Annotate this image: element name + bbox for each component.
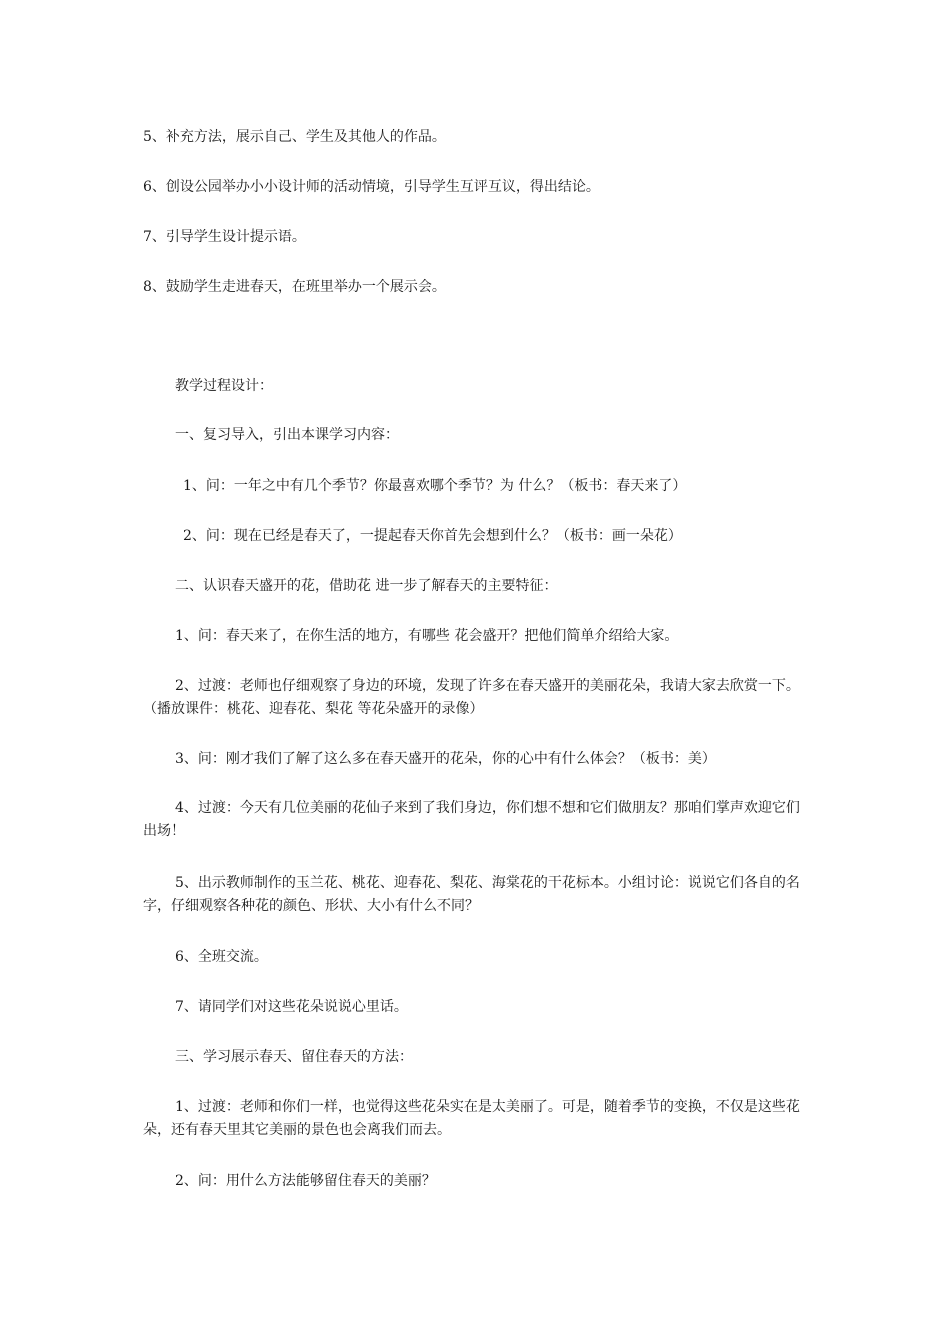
section3-item-1: 1、过渡：老师和你们一样，也觉得这些花朵实在是太美丽了。可是，随着季节的变换，不仅是这些花朵，还有春天里其它美丽的景色也会离我们而去。 [143,1099,800,1138]
method-item-6: 6、创设公园举办小小设计师的活动情境，引导学生互评互议，得出结论。 [143,179,600,195]
section1-heading: 一、复习导入，引出本课学习内容： [175,427,399,443]
section2-heading: 二、认识春天盛开的花，借助花 进一步了解春天的主要特征： [175,578,558,594]
section2-item-1: 1、问：春天来了，在你生活的地方，有哪些 花会盛开？把他们简单介绍给大家。 [175,628,679,644]
method-item-8: 8、鼓励学生走进春天，在班里举办一个展示会。 [143,279,446,295]
section2-item-4: 4、过渡：今天有几位美丽的花仙子来到了我们身边，你们想不想和它们做朋友？那咱们掌声欢迎它们出场！ [143,800,800,839]
method-item-5: 5、补充方法，展示自己、学生及其他人的作品。 [143,129,446,145]
section1-item-2: 2、问：现在已经是春天了，一提起春天你首先会想到什么？（板书：画一朵花） [183,528,682,544]
section1-item-1: 1、问：一年之中有几个季节？你最喜欢哪个季节？为 什么？（板书：春天来了） [183,478,687,494]
section3-item-2: 2、问：用什么方法能够留住春天的美丽？ [175,1173,436,1189]
section2-item-5: 5、出示教师制作的玉兰花、桃花、迎春花、梨花、海棠花的干花标本。小组讨论：说说它们各自的名字，仔细观察各种花的颜色、形状、大小有什么不同？ [143,875,800,914]
section2-item-7: 7、请同学们对这些花朵说说心里话。 [175,999,408,1015]
section2-item-2: 2、过渡：老师也仔细观察了身边的环境，发现了许多在春天盛开的美丽花朵，我请大家去欣赏一下。（播放课件：桃花、迎春花、梨花 等花朵盛开的录像） [143,678,800,717]
section2-item-6: 6、全班交流。 [175,949,268,965]
process-title: 教学过程设计： [175,378,273,394]
section2-item-3: 3、问：刚才我们了解了这么多在春天盛开的花朵，你的心中有什么体会？（板书：美） [175,751,716,767]
method-item-7: 7、引导学生设计提示语。 [143,229,306,245]
section3-heading: 三、学习展示春天、留住春天的方法： [175,1049,413,1065]
